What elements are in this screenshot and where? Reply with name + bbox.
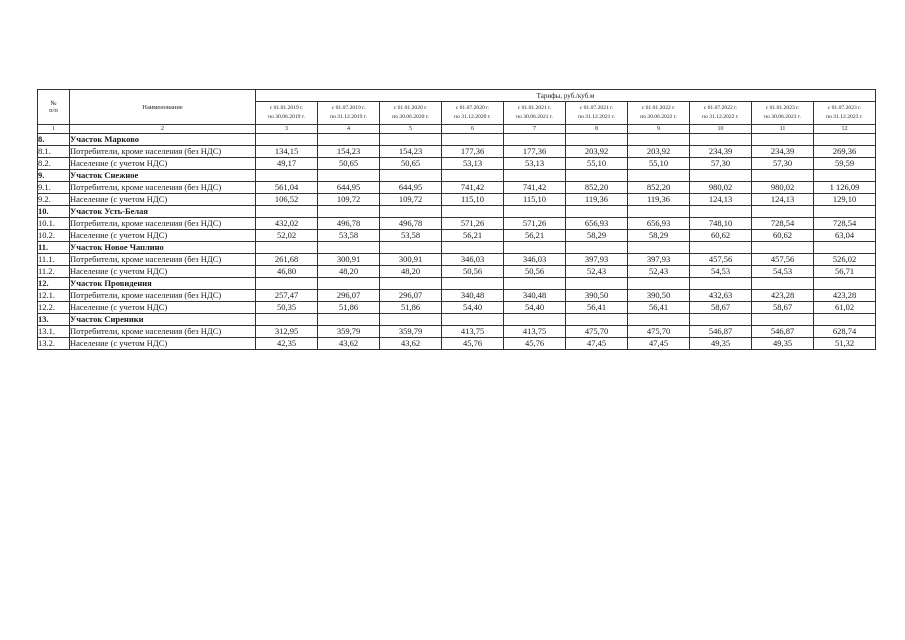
tariff-value	[814, 314, 876, 326]
row-name: Потребители, кроме населения (без НДС)	[70, 218, 256, 230]
tariff-value: 390,50	[566, 290, 628, 302]
period-start: с 01.01.2021 г.	[517, 105, 552, 111]
row-name: Потребители, кроме населения (без НДС)	[70, 326, 256, 338]
row-index: 13.2.	[38, 338, 70, 350]
tariff-value: 52,43	[566, 266, 628, 278]
column-number: 3	[256, 125, 318, 134]
tariff-value: 49,17	[256, 158, 318, 170]
tariff-value: 496,78	[380, 218, 442, 230]
tariff-value: 129,10	[814, 194, 876, 206]
column-number: 12	[814, 125, 876, 134]
tariff-value: 346,03	[504, 254, 566, 266]
tariff-value: 50,56	[442, 266, 504, 278]
tariff-value: 55,10	[628, 158, 690, 170]
tariff-value: 49,35	[690, 338, 752, 350]
tariff-value	[752, 278, 814, 290]
row-index: 8.2.	[38, 158, 70, 170]
row-index: 9.	[38, 170, 70, 182]
column-number: 9	[628, 125, 690, 134]
period-end: по 30.06.2022 г.	[640, 114, 677, 120]
section-title: Участок Новое Чаплино	[70, 242, 256, 254]
tariff-value: 109,72	[380, 194, 442, 206]
tariff-value	[442, 170, 504, 182]
tariff-value	[318, 170, 380, 182]
tariff-value: 397,93	[566, 254, 628, 266]
tariff-value: 63,04	[814, 230, 876, 242]
table-row	[38, 146, 876, 158]
tariff-value	[628, 242, 690, 254]
tariff-value: 51,86	[380, 302, 442, 314]
period-header	[256, 102, 318, 125]
table-row	[38, 338, 876, 350]
row-name: Население (с учетом НДС)	[70, 266, 256, 278]
tariff-value: 60,62	[752, 230, 814, 242]
section-row	[38, 314, 876, 326]
period-start: с 01.07.2020 г.	[455, 105, 490, 111]
column-number: 11	[752, 125, 814, 134]
tariff-value: 423,28	[814, 290, 876, 302]
period-end: по 31.12.2019 г.	[330, 114, 367, 120]
table-row	[38, 254, 876, 266]
row-index: 11.2.	[38, 266, 70, 278]
tariff-value: 432,02	[256, 218, 318, 230]
section-row	[38, 242, 876, 254]
tariff-value: 53,58	[380, 230, 442, 242]
section-title: Участок Усть-Белая	[70, 206, 256, 218]
tariff-table	[37, 89, 876, 350]
tariff-value: 52,43	[628, 266, 690, 278]
tariff-value: 457,56	[752, 254, 814, 266]
tariff-value: 60,62	[690, 230, 752, 242]
column-number: 2	[70, 125, 256, 134]
section-title: Участок Провидения	[70, 278, 256, 290]
row-index: 8.	[38, 134, 70, 146]
tariff-value: 296,07	[318, 290, 380, 302]
tariff-value: 656,93	[628, 218, 690, 230]
tariff-value: 340,48	[442, 290, 504, 302]
tariff-value: 980,02	[752, 182, 814, 194]
tariff-value: 53,13	[442, 158, 504, 170]
period-header	[814, 102, 876, 125]
section-title: Участок Марково	[70, 134, 256, 146]
tariff-value: 728,54	[814, 218, 876, 230]
tariff-value: 61,02	[814, 302, 876, 314]
tariff-value	[442, 134, 504, 146]
tariff-value: 56,21	[442, 230, 504, 242]
tariff-value	[504, 314, 566, 326]
section-row	[38, 278, 876, 290]
tariff-value	[256, 314, 318, 326]
period-start: с 01.01.2020 г.	[393, 105, 428, 111]
tariff-value	[318, 242, 380, 254]
tariff-value	[752, 314, 814, 326]
row-index: 9.1.	[38, 182, 70, 194]
section-row	[38, 206, 876, 218]
tariff-value: 48,20	[380, 266, 442, 278]
tariff-value: 134,15	[256, 146, 318, 158]
column-number: 10	[690, 125, 752, 134]
tariff-value	[628, 134, 690, 146]
tariff-value: 234,39	[752, 146, 814, 158]
tariff-value: 45,76	[504, 338, 566, 350]
period-header	[504, 102, 566, 125]
tariff-value: 43,62	[318, 338, 380, 350]
tariff-value: 106,52	[256, 194, 318, 206]
tariff-value: 53,13	[504, 158, 566, 170]
row-name: Население (с учетом НДС)	[70, 194, 256, 206]
tariff-value: 628,74	[814, 326, 876, 338]
tariff-value: 51,32	[814, 338, 876, 350]
tariff-value	[814, 134, 876, 146]
tariff-value	[814, 278, 876, 290]
table-row	[38, 158, 876, 170]
tariff-value: 48,20	[318, 266, 380, 278]
tariff-value: 312,95	[256, 326, 318, 338]
tariff-value	[566, 170, 628, 182]
row-name: Потребители, кроме населения (без НДС)	[70, 254, 256, 266]
tariff-value	[690, 314, 752, 326]
tariff-value: 124,13	[752, 194, 814, 206]
tariff-value	[256, 134, 318, 146]
tariff-value: 571,26	[504, 218, 566, 230]
row-index: 8.1.	[38, 146, 70, 158]
tariff-value	[752, 242, 814, 254]
tariff-value: 58,67	[690, 302, 752, 314]
table-row	[38, 326, 876, 338]
tariff-value	[752, 206, 814, 218]
num-header-line: №	[50, 100, 57, 107]
tariff-value: 475,70	[628, 326, 690, 338]
tariff-value: 296,07	[380, 290, 442, 302]
section-row	[38, 170, 876, 182]
tariff-value: 397,93	[628, 254, 690, 266]
period-end: по 31.12.2023 г.	[826, 114, 863, 120]
row-index: 13.	[38, 314, 70, 326]
tariff-value: 54,40	[442, 302, 504, 314]
tariff-value: 53,58	[318, 230, 380, 242]
tariff-value: 56,71	[814, 266, 876, 278]
table-row	[38, 182, 876, 194]
period-start: с 01.07.2019 г.	[331, 105, 366, 111]
table-row	[38, 266, 876, 278]
tariff-value: 257,47	[256, 290, 318, 302]
tariff-value: 261,68	[256, 254, 318, 266]
tariff-value: 475,70	[566, 326, 628, 338]
tariff-value: 359,79	[380, 326, 442, 338]
row-name: Потребители, кроме населения (без НДС)	[70, 290, 256, 302]
tariff-value: 49,35	[752, 338, 814, 350]
tariff-value	[318, 206, 380, 218]
tariff-value: 852,20	[566, 182, 628, 194]
tariff-value: 109,72	[318, 194, 380, 206]
tariff-value: 346,03	[442, 254, 504, 266]
tariff-value: 124,13	[690, 194, 752, 206]
row-index: 12.	[38, 278, 70, 290]
table-row	[38, 218, 876, 230]
tariff-value: 46,80	[256, 266, 318, 278]
period-header	[318, 102, 380, 125]
tariff-value	[504, 206, 566, 218]
tariff-value	[814, 170, 876, 182]
period-end: по 30.06.2020 г.	[392, 114, 429, 120]
tariff-value: 203,92	[566, 146, 628, 158]
tariff-value: 1 126,09	[814, 182, 876, 194]
tariff-value	[566, 134, 628, 146]
row-index: 9.2.	[38, 194, 70, 206]
row-index: 10.1.	[38, 218, 70, 230]
row-index: 13.1.	[38, 326, 70, 338]
tariff-header: Тарифы, руб./куб.м	[256, 90, 876, 102]
tariff-value: 56,41	[566, 302, 628, 314]
tariff-value	[504, 134, 566, 146]
table-row	[38, 290, 876, 302]
section-row	[38, 134, 876, 146]
tariff-value	[690, 134, 752, 146]
tariff-value	[566, 206, 628, 218]
tariff-value: 359,79	[318, 326, 380, 338]
tariff-value	[256, 206, 318, 218]
row-name: Население (с учетом НДС)	[70, 158, 256, 170]
tariff-value: 980,02	[690, 182, 752, 194]
tariff-value	[628, 314, 690, 326]
tariff-value: 413,75	[442, 326, 504, 338]
row-name: Население (с учетом НДС)	[70, 302, 256, 314]
period-header	[628, 102, 690, 125]
tariff-value: 728,54	[752, 218, 814, 230]
period-start: с 01.07.2023 г.	[827, 105, 862, 111]
period-header	[690, 102, 752, 125]
row-index: 10.	[38, 206, 70, 218]
period-start: с 01.07.2022 г.	[703, 105, 738, 111]
column-number: 1	[38, 125, 70, 134]
tariff-value	[752, 134, 814, 146]
tariff-value: 56,21	[504, 230, 566, 242]
tariff-value: 852,20	[628, 182, 690, 194]
tariff-value: 546,87	[690, 326, 752, 338]
tariff-value: 644,95	[318, 182, 380, 194]
tariff-value: 55,10	[566, 158, 628, 170]
tariff-value	[318, 134, 380, 146]
tariff-value	[256, 242, 318, 254]
row-name: Потребители, кроме населения (без НДС)	[70, 146, 256, 158]
tariff-value	[442, 206, 504, 218]
tariff-value	[380, 242, 442, 254]
column-number: 6	[442, 125, 504, 134]
tariff-value: 269,36	[814, 146, 876, 158]
section-title: Участок Снежное	[70, 170, 256, 182]
tariff-value	[690, 170, 752, 182]
tariff-value	[814, 206, 876, 218]
table-row	[38, 302, 876, 314]
tariff-value: 177,36	[442, 146, 504, 158]
tariff-value: 177,36	[504, 146, 566, 158]
tariff-value	[504, 170, 566, 182]
row-index: 10.2.	[38, 230, 70, 242]
tariff-value	[566, 278, 628, 290]
period-end: по 31.12.2020 г.	[454, 114, 491, 120]
tariff-value: 56,41	[628, 302, 690, 314]
tariff-value: 119,36	[566, 194, 628, 206]
tariff-value: 203,92	[628, 146, 690, 158]
period-start: с 01.07.2021 г.	[579, 105, 614, 111]
tariff-value: 300,91	[318, 254, 380, 266]
period-end: по 30.06.2019 г.	[268, 114, 305, 120]
column-number: 7	[504, 125, 566, 134]
period-start: с 01.01.2022 г.	[641, 105, 676, 111]
period-header	[566, 102, 628, 125]
period-header	[442, 102, 504, 125]
tariff-value: 656,93	[566, 218, 628, 230]
tariff-value	[628, 170, 690, 182]
tariff-value	[380, 278, 442, 290]
row-name: Потребители, кроме населения (без НДС)	[70, 182, 256, 194]
tariff-value: 413,75	[504, 326, 566, 338]
name-column-header: Наименование	[70, 90, 256, 125]
row-name: Население (с учетом НДС)	[70, 230, 256, 242]
tariff-value: 58,29	[566, 230, 628, 242]
tariff-value: 57,30	[690, 158, 752, 170]
tariff-value	[256, 170, 318, 182]
tariff-value	[628, 278, 690, 290]
tariff-value: 47,45	[566, 338, 628, 350]
tariff-value: 47,45	[628, 338, 690, 350]
tariff-value: 57,30	[752, 158, 814, 170]
period-header	[380, 102, 442, 125]
row-index: 12.1.	[38, 290, 70, 302]
tariff-value: 561,04	[256, 182, 318, 194]
tariff-value: 423,28	[752, 290, 814, 302]
table-row	[38, 230, 876, 242]
tariff-value	[442, 314, 504, 326]
period-header	[752, 102, 814, 125]
period-end: по 31.12.2021 г.	[578, 114, 615, 120]
tariff-value	[318, 278, 380, 290]
tariff-value: 526,02	[814, 254, 876, 266]
tariff-value: 457,56	[690, 254, 752, 266]
tariff-value: 52,02	[256, 230, 318, 242]
tariff-value: 571,26	[442, 218, 504, 230]
period-end: по 30.06.2023 г.	[764, 114, 801, 120]
tariff-value	[752, 170, 814, 182]
tariff-value: 644,95	[380, 182, 442, 194]
tariff-value: 741,42	[442, 182, 504, 194]
tariff-value	[504, 242, 566, 254]
tariff-value: 154,23	[380, 146, 442, 158]
tariff-value: 154,23	[318, 146, 380, 158]
tariff-value: 115,10	[442, 194, 504, 206]
tariff-value: 748,10	[690, 218, 752, 230]
tariff-value: 432,63	[690, 290, 752, 302]
row-index: 11.1.	[38, 254, 70, 266]
num-column-header	[38, 90, 70, 125]
tariff-value	[690, 206, 752, 218]
tariff-value	[380, 134, 442, 146]
period-end: по 31.12.2022 г.	[702, 114, 739, 120]
row-index: 11.	[38, 242, 70, 254]
tariff-value	[380, 170, 442, 182]
tariff-value	[628, 206, 690, 218]
tariff-value: 50,65	[318, 158, 380, 170]
tariff-value: 54,40	[504, 302, 566, 314]
tariff-value: 43,62	[380, 338, 442, 350]
column-number: 8	[566, 125, 628, 134]
tariff-value: 45,76	[442, 338, 504, 350]
tariff-value: 59,59	[814, 158, 876, 170]
section-title: Участок Сиреники	[70, 314, 256, 326]
tariff-value: 58,29	[628, 230, 690, 242]
tariff-value	[442, 278, 504, 290]
tariff-value: 741,42	[504, 182, 566, 194]
table-row	[38, 194, 876, 206]
tariff-value	[380, 314, 442, 326]
tariff-value	[566, 242, 628, 254]
tariff-value: 51,86	[318, 302, 380, 314]
tariff-value	[504, 278, 566, 290]
tariff-value	[442, 242, 504, 254]
tariff-value: 54,53	[752, 266, 814, 278]
tariff-value	[690, 278, 752, 290]
num-header-line: п/п	[49, 107, 58, 114]
column-number: 4	[318, 125, 380, 134]
tariff-value: 50,35	[256, 302, 318, 314]
tariff-value: 340,48	[504, 290, 566, 302]
period-start: с 01.01.2019 г.	[269, 105, 304, 111]
tariff-value: 50,65	[380, 158, 442, 170]
row-name: Население (с учетом НДС)	[70, 338, 256, 350]
tariff-value: 496,78	[318, 218, 380, 230]
tariff-value: 115,10	[504, 194, 566, 206]
tariff-value	[690, 242, 752, 254]
tariff-value	[814, 242, 876, 254]
period-end: по 30.06.2021 г.	[516, 114, 553, 120]
tariff-value: 42,35	[256, 338, 318, 350]
tariff-value: 119,36	[628, 194, 690, 206]
tariff-value: 390,50	[628, 290, 690, 302]
row-index: 12.2.	[38, 302, 70, 314]
period-start: с 01.01.2023 г.	[765, 105, 800, 111]
tariff-value: 54,53	[690, 266, 752, 278]
tariff-value	[380, 206, 442, 218]
tariff-value	[566, 314, 628, 326]
tariff-value: 546,87	[752, 326, 814, 338]
tariff-value	[318, 314, 380, 326]
tariff-value: 50,56	[504, 266, 566, 278]
tariff-value: 58,67	[752, 302, 814, 314]
tariff-value: 300,91	[380, 254, 442, 266]
column-number: 5	[380, 125, 442, 134]
tariff-value	[256, 278, 318, 290]
tariff-value: 234,39	[690, 146, 752, 158]
